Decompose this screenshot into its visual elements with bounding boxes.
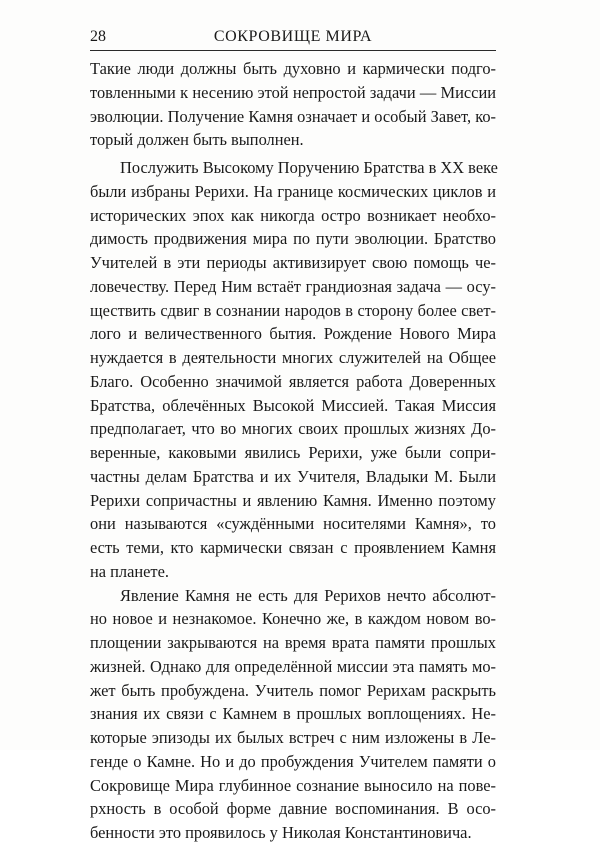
text-line: товленными к несению этой непростой задачи — Миссии — [90, 82, 496, 102]
body-text — [90, 57, 496, 845]
text-line: предполагает, что во многих своих прошлых жизнях До- — [90, 419, 496, 439]
text-line: были избраны Рерихи. На границе космических циклов и — [90, 181, 496, 201]
text-line: Явление Камня не есть для Рерихов нечто абсолют- — [120, 585, 496, 605]
text-line: на планете. — [90, 561, 169, 581]
text-line: Сокровище Мира глубинное сознание выносило на пове- — [90, 775, 496, 795]
text-line: веренные, каковыми явились Рерихи, уже были сопри- — [90, 443, 496, 462]
text-line: Благо. Особенно значимой является работа Доверенных — [90, 371, 496, 391]
text-line: торый должен быть выполнен. — [90, 130, 304, 150]
text-line: генде о Камне. Но и до пробуждения Учителем памяти о — [90, 751, 496, 771]
running-title: СОКРОВИЩЕ МИРА — [213, 28, 373, 45]
text-line: есть теми, кто кармически связан с проявлением Камня — [90, 538, 496, 557]
text-line: нуждается в деятельности многих служителей на Общее — [90, 348, 496, 367]
text-line: они называются «суждёнными носителями Камня», то — [90, 514, 496, 534]
text-line: Братства, облечённых Высокой Миссией. Такая Миссия — [90, 395, 496, 415]
text-line: ловечеству. Перед Ним встаёт грандиозная задача — осу- — [90, 276, 496, 296]
page-number: 28 — [90, 28, 106, 45]
text-line: частны делам Братства и их Учителя, Владыки М. Были — [90, 466, 496, 486]
running-head — [90, 27, 496, 51]
text-line: Учителей в эти периоды активизирует свою помощь че- — [90, 253, 496, 272]
text-line: рхность в особой форме давние воспоминания. В осо- — [90, 799, 496, 819]
text-line: Рерихи сопричастны и явлению Камня. Именно поэтому — [90, 490, 496, 510]
text-line: Послужить Высокому Поручению Братства в XX веке — [120, 158, 498, 177]
text-line: но новое и незнакомое. Конечно же, в каждом новом во- — [90, 609, 496, 629]
text-line: жизней. Однако для определённой миссии эта память мо- — [90, 656, 496, 676]
text-line: эволюции. Получение Камня означает и особый Завет, ко- — [90, 106, 496, 126]
header-rule — [90, 50, 496, 51]
text-line: ществить сдвиг в сознании народов в сторону более свет- — [90, 300, 496, 320]
text-line: Такие люди должны быть духовно и кармически подго- — [90, 59, 496, 78]
text-line: жет быть пробуждена. Учитель помог Рерихам раскрыть — [90, 680, 496, 700]
text-line: димость продвижения мира по пути эволюции. Братство — [90, 229, 496, 249]
text-line: знания их связи с Камнем в прошлых воплощениях. Не- — [90, 704, 496, 724]
text-line: бенности это проявилось у Николая Константиновича. — [90, 823, 472, 842]
text-line: лого и величественного бытия. Рождение Нового Мира — [90, 324, 496, 344]
text-line: исторических эпох как никогда остро возникает необхо- — [90, 205, 496, 225]
text-line: которые эпизоды их былых встреч с ним изложены в Ле- — [90, 728, 496, 747]
text-line: площении закрываются на время врата памяти прошлых — [90, 633, 496, 652]
